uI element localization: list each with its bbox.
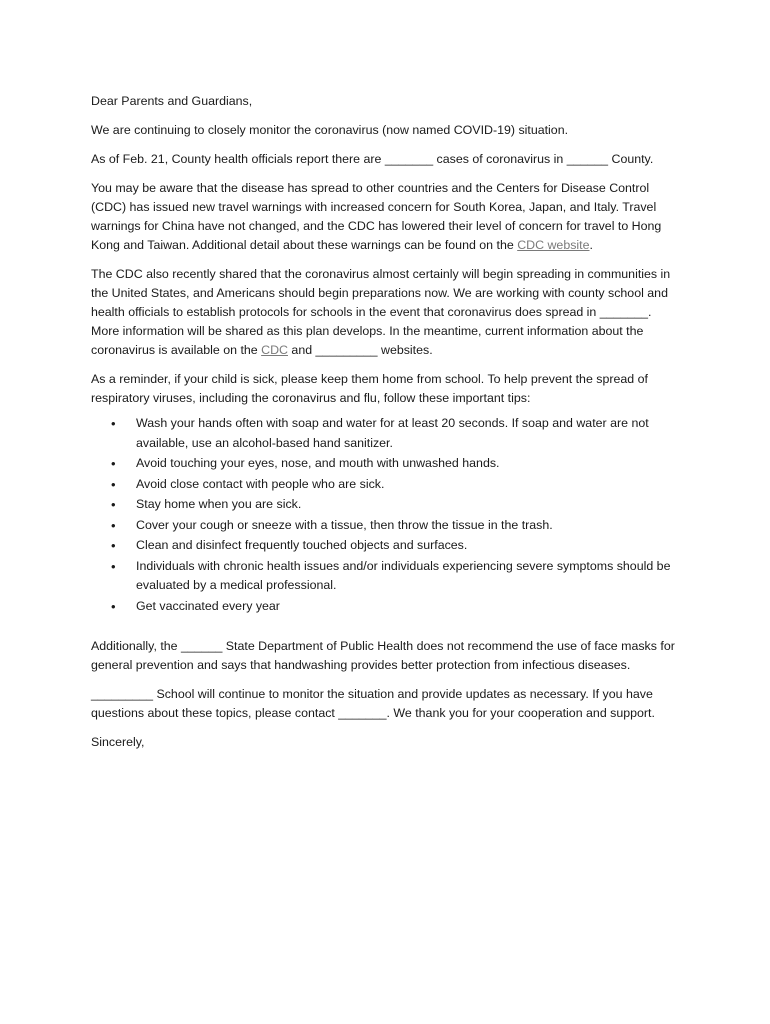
spread-text-end: and _________ websites.	[287, 343, 433, 357]
list-item: • Avoid touching your eyes, nose, and mouth with unwashed hands.	[91, 454, 681, 474]
list-item: • Stay home when you are sick.	[91, 495, 681, 515]
paragraph-community-spread	[91, 265, 681, 360]
travel-text-end: .	[589, 238, 593, 252]
list-item: • Avoid close contact with people who are sick.	[91, 475, 681, 495]
letter-body	[91, 92, 681, 762]
list-item: • Cover your cough or sneeze with a tissue, then throw the tissue in the trash.	[91, 516, 681, 536]
travel-text: You may be aware that the disease has spread to other countries and the Centers for Disease Control (CDC) has issued new travel warnings with increased concern for South Korea, Japan, and Italy. Travel warnings for China have not changed, and the CDC has lowered their level of concern for travel to Hong Kong and Taiwan. Additional detail about these warnings can be found on the	[91, 181, 662, 252]
cdc-link[interactable]: CDC	[261, 343, 288, 357]
list-item: • Clean and disinfect frequently touched objects and surfaces.	[91, 536, 681, 556]
salutation: Dear Parents and Guardians,	[91, 94, 253, 108]
list-item: • Wash your hands often with soap and water for at least 20 seconds. If soap and water are not available, use an alcohol-based hand sanitizer.	[91, 414, 681, 453]
closing: Sincerely,	[91, 735, 145, 749]
list-item: • Individuals with chronic health issues and/or individuals experiencing severe symptoms should be evaluated by a medical professional.	[91, 557, 681, 596]
paragraph-face-masks: Additionally, the ______ State Department of Public Health does not recommend the use of face masks for general prevention and says that handwashing provides better protection from infectious diseases.	[91, 639, 675, 672]
paragraph-travel-warnings	[91, 179, 681, 255]
cdc-website-link[interactable]: CDC website	[517, 238, 590, 252]
paragraph-case-count: As of Feb. 21, County health officials report there are _______ cases of coronavirus in ______ County.	[91, 152, 654, 166]
paragraph-monitoring: We are continuing to closely monitor the coronavirus (now named COVID-19) situation.	[91, 123, 569, 137]
spread-text: The CDC also recently shared that the coronavirus almost certainly will begin spreading in communities in the United States, and Americans should begin preparations now. We are working with county school and health officials to establish protocols for schools in the event that coronavirus does spread in _______. More information will be shared as this plan develops. In the meantime, current information about the coronavirus is available on the	[91, 267, 671, 357]
tips-list	[91, 414, 681, 616]
paragraph-updates: _________ School will continue to monitor the situation and provide updates as necessary. If you have questions about these topics, please contact _______. We thank you for your cooperation and support.	[91, 687, 655, 720]
list-item: • Get vaccinated every year	[91, 597, 681, 617]
paragraph-reminder: As a reminder, if your child is sick, please keep them home from school. To help prevent the spread of respiratory viruses, including the coronavirus and flu, follow these important tips:	[91, 372, 648, 405]
